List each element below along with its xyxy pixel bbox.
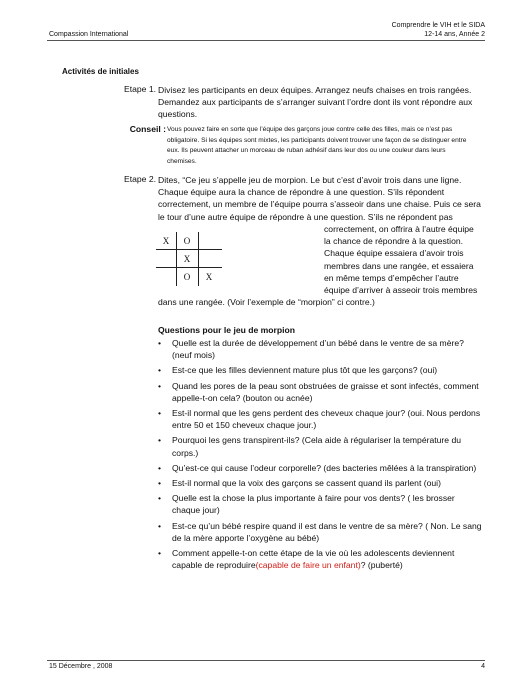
grid-line bbox=[156, 249, 222, 250]
etape2-text-full bbox=[158, 174, 498, 223]
bullet-icon: • bbox=[158, 548, 162, 559]
etape2-last-line: dans une rangée. (Voir l’exemple de “morpion” ci contre.) bbox=[158, 297, 375, 307]
question-item bbox=[158, 477, 494, 489]
question-line: Est-ce qu’un bébé respire quand il est dans le ventre de sa mère? ( Non. Le sang bbox=[172, 520, 482, 531]
bullet-icon: • bbox=[158, 520, 162, 531]
section-title: Activités de initiales bbox=[62, 67, 139, 76]
question-line: Quelle est la chose la plus importante à faire pour vos dents? ( les brosser bbox=[172, 493, 455, 504]
bullet-icon: • bbox=[158, 462, 162, 473]
header-organization: Compassion International bbox=[49, 31, 129, 38]
conseil-line: Vous pouvez faire en sorte que l’équipe des garçons joue contre celle des filles, mais ce n’est pas bbox=[167, 126, 453, 133]
bullet-icon: • bbox=[158, 338, 162, 348]
etape2-line: correctement, on offrira à l’autre équipe bbox=[324, 224, 474, 234]
questions-title: Questions pour le jeu de morpion bbox=[158, 325, 296, 335]
etape2-line: la chance de répondre à la question. bbox=[324, 236, 464, 247]
morpion-grid bbox=[156, 232, 222, 286]
question-item bbox=[158, 462, 494, 474]
question-text: ? (puberté) bbox=[360, 560, 403, 571]
conseil-label: Conseil : bbox=[129, 124, 166, 134]
footer-date: 15 Décembre , 2008 bbox=[49, 663, 113, 670]
question-line: Qu’est-ce qui cause l’odeur corporelle? (des bacteries mêlées à la transpiration) bbox=[172, 462, 477, 473]
questions-list bbox=[158, 337, 494, 574]
morpion-cell bbox=[199, 233, 219, 249]
header-divider bbox=[47, 40, 485, 41]
question-text: capable de reproduire bbox=[172, 560, 256, 571]
question-item bbox=[158, 520, 494, 544]
morpion-cell bbox=[156, 251, 176, 267]
header-course-level: 12-14 ans, Année 2 bbox=[424, 31, 485, 38]
etape1-line: Demandez aux participants de s’arranger suivant l’ordre dont ils vont répondre aux bbox=[158, 97, 473, 108]
etape2-line: Chaque équipe aura la chance de répondre à une question. S’ils répondent bbox=[158, 187, 445, 198]
footer-divider bbox=[47, 660, 485, 661]
bullet-icon: • bbox=[158, 365, 162, 376]
morpion-cell: O bbox=[183, 236, 191, 246]
question-item bbox=[158, 434, 494, 458]
question-item bbox=[158, 492, 494, 516]
question-line: chaque jour) bbox=[172, 505, 220, 516]
question-line: Pourquoi les gens transpirent-ils? (Cela aide à régulariser la température du bbox=[172, 435, 461, 446]
conseil-line: obligatoire. Si les équipes sont mixtes, les participants doivent trouver une façon de se distinguer entre bbox=[167, 136, 467, 144]
etape2-line: en même temps d’empêcher l’autre bbox=[324, 272, 459, 283]
question-line bbox=[172, 559, 494, 571]
page-number: 4 bbox=[481, 663, 485, 670]
question-line: Est-il normal que la voix des garçons se cassent quand ils parlent (oui) bbox=[172, 478, 441, 489]
etape2-line: équipe d’arriver à asseoir trois membres bbox=[324, 285, 478, 296]
morpion-cell: X bbox=[205, 272, 213, 282]
etape2-line: Dites, “Ce jeu s’appelle jeu de morpion. Le but c’est d’avoir trois dans une ligne. bbox=[158, 175, 462, 185]
question-line: Comment appelle-t-on cette étape de la vie où les adolescents deviennent bbox=[172, 548, 455, 559]
bullet-icon: • bbox=[158, 478, 162, 489]
bullet-icon: • bbox=[158, 493, 162, 504]
etape1-label: Etape 1. bbox=[123, 84, 156, 94]
question-line: Quand les pores de la peau sont obstruées de graisse et sont infectés, comment bbox=[172, 380, 479, 391]
morpion-cell: X bbox=[162, 236, 170, 246]
etape2-line: correctement, un membre de l’équipe pourra s’asseoir dans une chaise. Puis ce sera bbox=[158, 199, 481, 210]
etape2-label: Etape 2. bbox=[123, 174, 156, 184]
question-line: (neuf mois) bbox=[172, 350, 215, 361]
morpion-cell bbox=[199, 251, 219, 267]
morpion-cell: O bbox=[183, 272, 191, 282]
etape2-line: membres dans une rangée, et essaiera bbox=[324, 260, 474, 271]
morpion-cell bbox=[156, 269, 176, 285]
grid-line bbox=[156, 267, 222, 268]
highlighted-answer: (capable de faire un enfant) bbox=[255, 560, 361, 571]
question-item bbox=[158, 380, 494, 404]
etape2-text-wrap bbox=[324, 223, 500, 296]
etape2-line: Chaque équipe essaiera d’avoir trois bbox=[324, 248, 464, 259]
question-line: Quelle est la durée de développement d’un bébé dans le ventre de sa mère? bbox=[172, 338, 464, 348]
question-item bbox=[158, 364, 494, 376]
question-line: corps.) bbox=[172, 447, 199, 458]
etape1-line: Divisez les participants en deux équipes. Arrangez neufs chaises en trois rangées. bbox=[158, 85, 472, 95]
question-item bbox=[158, 547, 494, 571]
question-item bbox=[158, 337, 494, 361]
conseil-line: eux. Ils peuvent attacher un morceau de ruban adhésif dans leur dos ou une couleur dans leurs bbox=[167, 147, 446, 154]
etape1-text bbox=[158, 84, 498, 121]
bullet-icon: • bbox=[158, 380, 162, 391]
question-line: Est-ce que les filles deviennent mature plus tôt que les garçons? (oui) bbox=[172, 365, 438, 376]
question-line: Est-il normal que les gens perdent des cheveux chaque jour? (oui. Nous perdons bbox=[172, 408, 481, 419]
conseil-text bbox=[167, 125, 499, 167]
question-line: de la mère apporte l’oxygène au bébé) bbox=[172, 532, 320, 543]
header-course-title: Comprendre le VIH et le SIDA bbox=[391, 22, 485, 29]
question-item bbox=[158, 407, 494, 431]
question-line: entre 50 et 150 cheveux chaque jour.) bbox=[172, 420, 317, 431]
conseil-line: chemises. bbox=[167, 157, 197, 165]
bullet-icon: • bbox=[158, 435, 162, 446]
etape2-line: le tour d’une autre équipe de répondre à une question. S’ils ne répondent pas bbox=[158, 211, 453, 222]
question-line: appelle-t-on cela? (bouton ou acnée) bbox=[172, 392, 313, 403]
morpion-cell: X bbox=[183, 254, 191, 264]
etape1-line: questions. bbox=[158, 109, 198, 120]
bullet-icon: • bbox=[158, 408, 162, 419]
